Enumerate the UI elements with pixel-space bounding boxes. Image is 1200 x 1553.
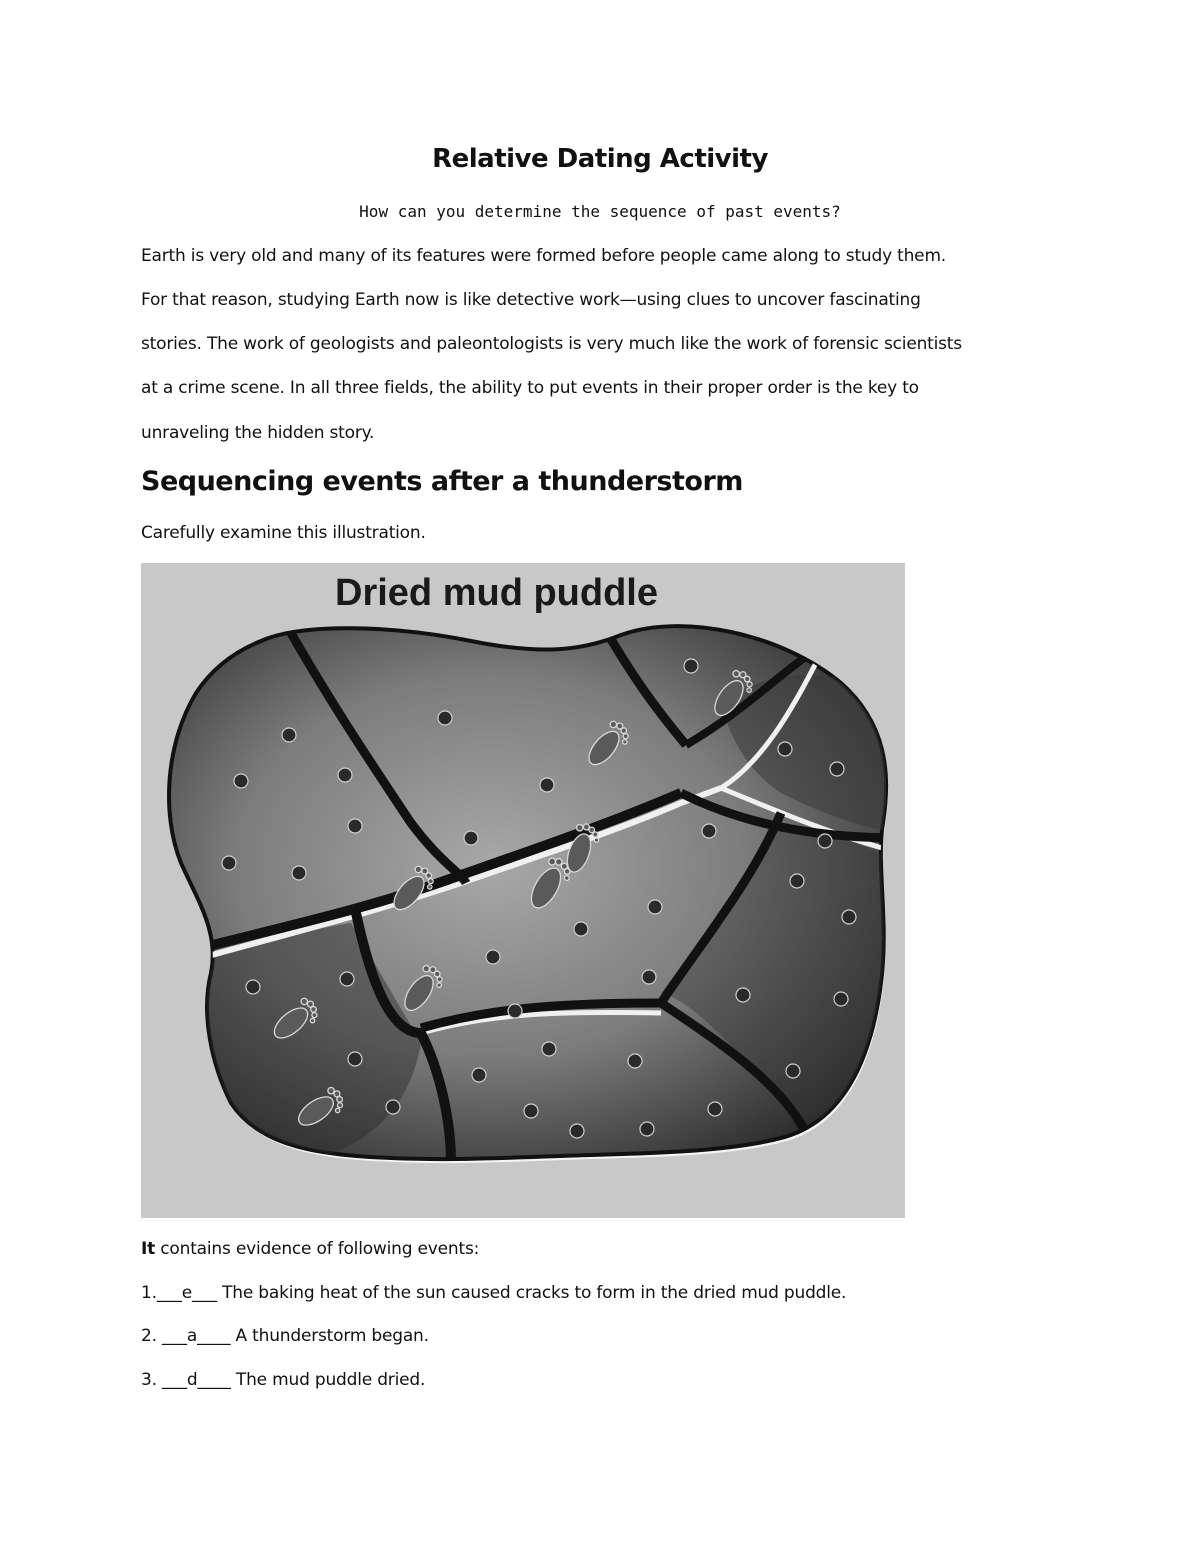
figure-title: Dried mud puddle: [335, 572, 658, 614]
page-title: Relative Dating Activity: [432, 144, 768, 174]
section-heading: Sequencing events after a thunderstorm: [141, 466, 743, 497]
page-subtitle: How can you determine the sequence of past events?: [359, 202, 841, 221]
intro-line: unraveling the hidden story.: [141, 423, 375, 443]
intro-line: For that reason, studying Earth now is like detective work—using clues to uncover fascinating: [141, 290, 921, 310]
intro-line: stories. The work of geologists and paleontologists is very much like the work of forensic scientists: [141, 334, 962, 354]
evidence-intro-text: contains evidence of following events:: [155, 1239, 480, 1259]
dried-mud-puddle-illustration: [141, 563, 905, 1218]
event-item-3: 3. ___d____ The mud puddle dried.: [141, 1370, 426, 1390]
event-item-1: 1.___e___ The baking heat of the sun caused cracks to form in the dried mud puddle.: [141, 1283, 847, 1303]
evidence-intro-bold: It: [141, 1239, 156, 1259]
evidence-intro: [141, 1239, 479, 1259]
intro-line: at a crime scene. In all three fields, the ability to put events in their proper order is the key to: [141, 378, 919, 398]
event-item-2: 2. ___a____ A thunderstorm began.: [141, 1326, 429, 1346]
instruction-text: Carefully examine this illustration.: [141, 523, 426, 543]
intro-line: Earth is very old and many of its features were formed before people came along to study them.: [141, 246, 947, 266]
